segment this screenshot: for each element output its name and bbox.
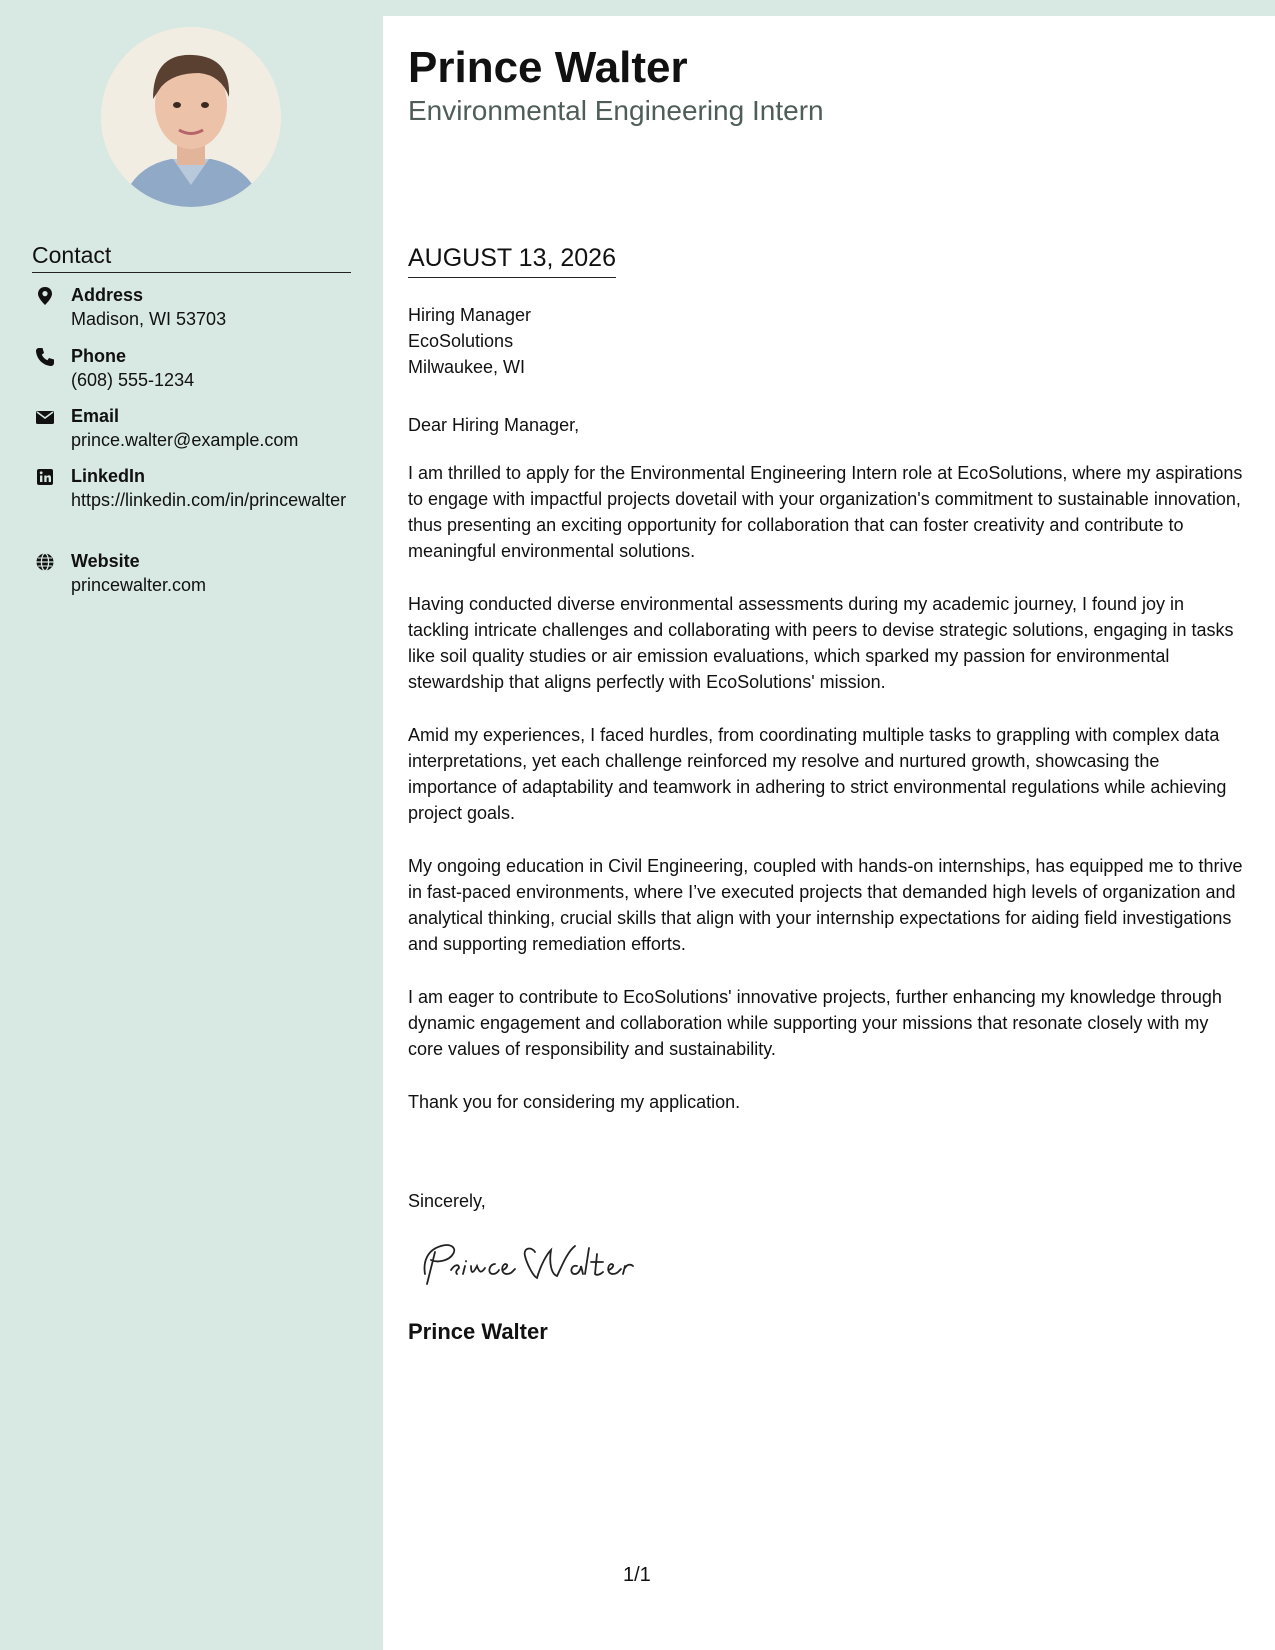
globe-icon: [35, 552, 55, 572]
letter-paragraph: Amid my experiences, I faced hurdles, from coordinating multiple tasks to grappling with complex data interpretations, yet each challenge reinforced my resolve and nurtured growth, showcasing the importance of adaptability and teamwork in adhering to strict environmental regulations while achieving project goals.: [408, 725, 1227, 823]
letter-paragraph: Thank you for considering my application.: [408, 1092, 741, 1112]
letter-paragraph: Having conducted diverse environmental assessments during my academic journey, I found joy in tackling intricate challenges and collaborating with peers to devise strategic solutions, engaging in tasks like soil quality studies or air emission evaluations, which sparked my passion for environmental stewardship that aligns perfectly with EcoSolutions' mission.: [408, 594, 1234, 692]
envelope-icon: [35, 407, 55, 427]
contact-heading: Contact: [32, 240, 351, 273]
location-pin-icon: [35, 286, 55, 306]
linkedin-value[interactable]: https://linkedin.com/in/princewalter: [71, 490, 347, 510]
address-value: Madison, WI 53703: [71, 309, 227, 329]
letter-paragraph: My ongoing education in Civil Engineering, coupled with hands-on internships, has equipped me to thrive in fast-paced environments, where I’ve executed projects that demanded high levels of organization and analytical thinking, crucial skills that align with your internship expectations for aiding field investigations and supporting remediation efforts.: [408, 856, 1243, 954]
phone-icon: [35, 347, 55, 367]
avatar: [101, 27, 281, 207]
signer-name: Prince Walter: [408, 1319, 548, 1344]
letter-paragraph: I am eager to contribute to EcoSolutions' innovative projects, further enhancing my knowledge through dynamic engagement and collaboration while supporting your missions that resonate closely with my core values of responsibility and sustainability.: [408, 987, 1222, 1059]
phone-value: (608) 555-1234: [71, 370, 195, 390]
page-number: 1/1: [623, 1564, 651, 1586]
website-value[interactable]: princewalter.com: [71, 575, 207, 595]
recipient-line: Milwaukee, WI: [408, 357, 526, 377]
recipient-line: Hiring Manager: [408, 305, 532, 325]
email-label: Email: [71, 406, 120, 426]
recipient-line: EcoSolutions: [408, 331, 514, 351]
address-label: Address: [71, 285, 144, 305]
signature: [411, 1234, 671, 1296]
sidebar: [0, 0, 383, 1650]
letter-body: [408, 412, 1248, 1142]
linkedin-icon: [35, 467, 55, 487]
email-value[interactable]: prince.walter@example.com: [71, 430, 299, 450]
website-label: Website: [71, 551, 140, 571]
phone-label: Phone: [71, 346, 127, 366]
applicant-role: Environmental Engineering Intern: [408, 95, 824, 126]
linkedin-label: LinkedIn: [71, 466, 146, 486]
greeting: Dear Hiring Manager,: [408, 415, 580, 435]
letter-date: AUGUST 13, 2026: [408, 242, 616, 278]
letter-paragraph: I am thrilled to apply for the Environmental Engineering Intern role at EcoSolutions, where my aspirations to engage with impactful projects dovetail with your organization's commitment to sustainable innovation, thus presenting an exciting opportunity for collaboration that can foster creativity and contribute to meaningful environmental solutions.: [408, 463, 1243, 561]
letter-page: [383, 16, 1275, 1650]
applicant-name: Prince Walter: [408, 43, 688, 92]
closing: Sincerely,: [408, 1191, 486, 1211]
recipient-block: [408, 302, 531, 380]
